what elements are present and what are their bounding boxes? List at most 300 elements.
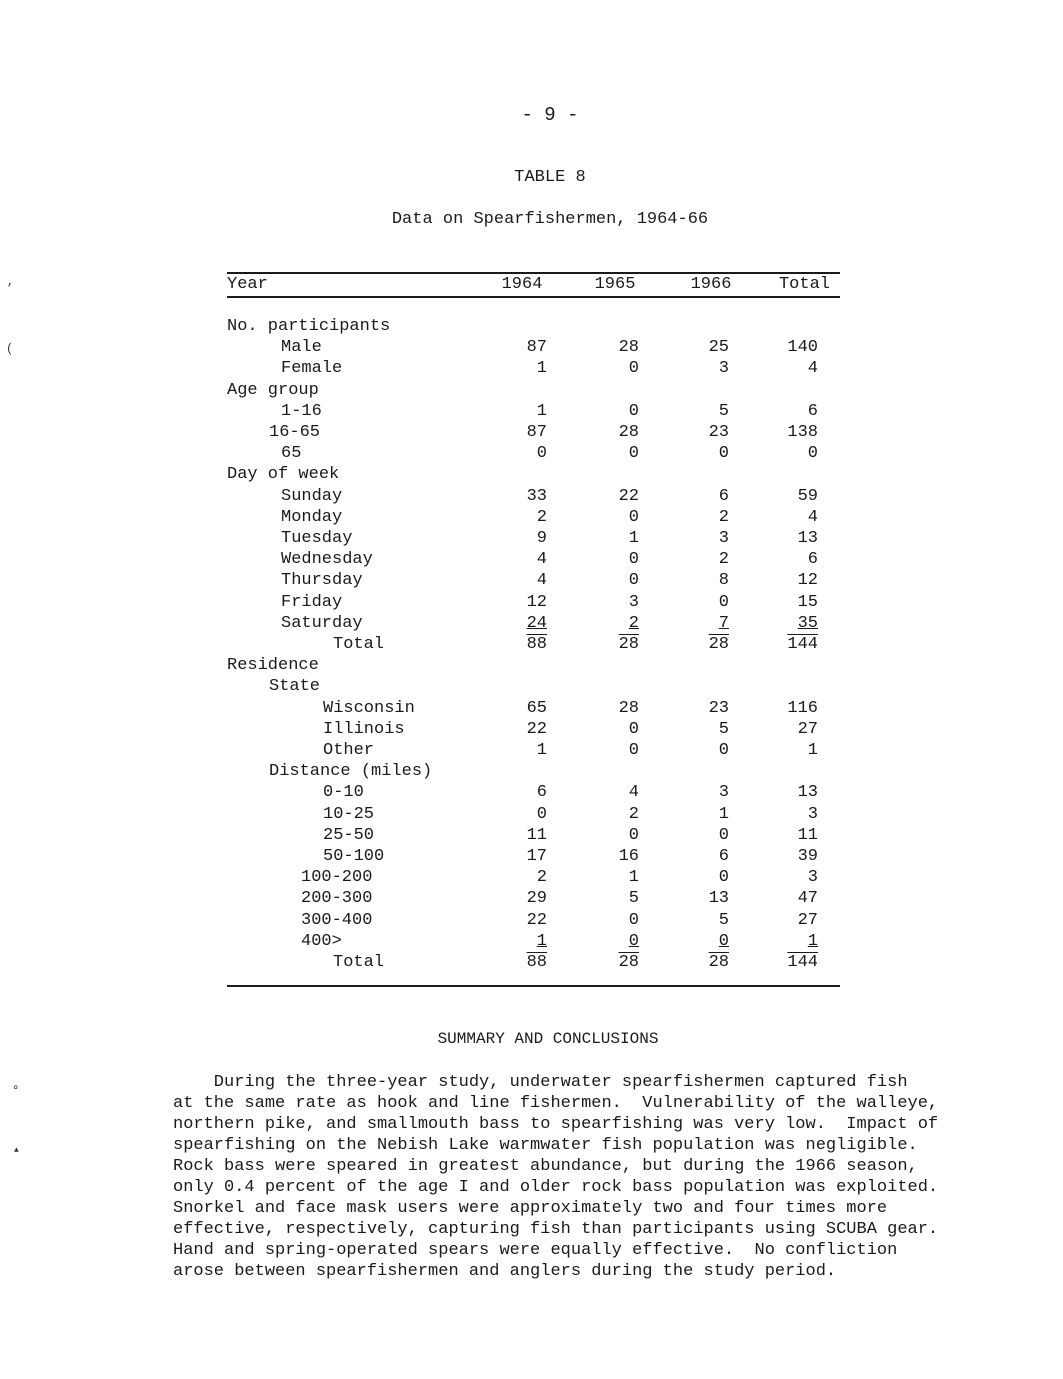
cell-total: [759, 380, 840, 401]
table-row-state-heading: [227, 676, 840, 697]
cell-value: 28: [618, 953, 639, 973]
cell-1964: [477, 464, 567, 485]
table-row-illinois: [227, 719, 840, 740]
table-row-age-1-16: [227, 401, 840, 422]
row-label: Residence: [227, 656, 319, 676]
table-row-other-state: [227, 740, 840, 761]
cell-1964: [477, 931, 567, 952]
cell-1964: [477, 380, 567, 401]
cell-total: [759, 443, 840, 464]
cell-value: 11: [526, 825, 547, 845]
cell-total: [759, 719, 840, 740]
cell-1964: [477, 401, 567, 422]
cell-total: [759, 655, 840, 676]
cell-1966: [663, 804, 759, 825]
cell-1965: [567, 528, 663, 549]
table-row-thursday: [227, 570, 840, 591]
cell-value: 1: [536, 931, 547, 951]
cell-1966: [663, 613, 759, 634]
cell-value: 0: [536, 804, 547, 824]
cell-1965: [567, 698, 663, 719]
cell-total: [759, 486, 840, 507]
cell-1964: [477, 698, 567, 719]
table-header-row: [227, 274, 840, 296]
row-label: Age group: [227, 380, 319, 400]
cell-1966: [663, 846, 759, 867]
page-number: - 9 -: [521, 104, 579, 126]
row-label: 25-50: [323, 825, 375, 845]
table-row-female: [227, 358, 840, 379]
cell-1965: [567, 443, 663, 464]
cell-value: 65: [526, 698, 547, 718]
cell-1964: [477, 719, 567, 740]
cell-value: 17: [526, 847, 547, 867]
cell-1965: [567, 676, 663, 697]
cell-1966: [663, 910, 759, 931]
cell-value: 1: [807, 931, 818, 951]
table-row-residence-heading: [227, 655, 840, 676]
cell-value: 59: [797, 486, 818, 506]
row-label: State: [269, 677, 321, 697]
cell-value: 140: [787, 338, 818, 358]
row-label: Wisconsin: [323, 698, 415, 718]
table-row-saturday: [227, 613, 840, 634]
row-label: Tuesday: [281, 529, 353, 549]
cell-1964: [477, 910, 567, 931]
cell-value: 88: [526, 953, 547, 973]
summary-line: arose between spearfishermen and anglers during the study period.: [173, 1262, 837, 1281]
summary-heading: SUMMARY AND CONCLUSIONS: [437, 1030, 659, 1048]
cell-total: [759, 613, 840, 634]
cell-value: 24: [526, 613, 547, 633]
cell-1964: [477, 676, 567, 697]
cell-1964: [477, 337, 567, 358]
cell-1964: [477, 486, 567, 507]
spearfishermen-table: [227, 274, 840, 973]
cell-value: 0: [718, 868, 729, 888]
cell-value: 4: [807, 507, 818, 527]
cell-value: 13: [708, 889, 729, 909]
cell-value: 2: [628, 613, 639, 633]
cell-1966: [663, 507, 759, 528]
column-header-year: Year: [227, 275, 268, 294]
cell-1965: [567, 337, 663, 358]
cell-total: [759, 549, 840, 570]
row-label: Sunday: [281, 486, 343, 506]
cell-value: 0: [718, 931, 729, 951]
cell-1966: [663, 443, 759, 464]
summary-line: effective, respectively, capturing fish than participants using SCUBA gear.: [173, 1220, 939, 1239]
cell-value: 6: [718, 847, 729, 867]
row-label: Monday: [281, 507, 343, 527]
table-row-friday: [227, 592, 840, 613]
cell-total: [759, 528, 840, 549]
cell-value: 29: [526, 889, 547, 909]
cell-1966: [663, 676, 759, 697]
cell-1966: [663, 761, 759, 782]
cell-value: 87: [526, 423, 547, 443]
cell-total: [759, 337, 840, 358]
cell-1964: [477, 549, 567, 570]
cell-value: 6: [807, 401, 818, 421]
cell-1965: [567, 825, 663, 846]
cell-1965: [567, 549, 663, 570]
row-label: Female: [281, 359, 343, 379]
summary-line: Snorkel and face mask users were approximately two and four times more: [173, 1199, 888, 1218]
cell-1965: [567, 719, 663, 740]
table-row-age-16-65: [227, 422, 840, 443]
cell-value: 39: [797, 847, 818, 867]
cell-total: [759, 464, 840, 485]
summary-line: northern pike, and smallmouth bass to spearfishing was very low. Impact of: [173, 1115, 939, 1134]
row-label: 100-200: [301, 868, 373, 888]
table-row-dist-400-plus: [227, 931, 840, 952]
table-row-day-of-week-heading: [227, 464, 840, 485]
cell-1966: [663, 464, 759, 485]
cell-1965: [567, 464, 663, 485]
cell-1965: [567, 761, 663, 782]
cell-1964: [477, 528, 567, 549]
cell-value: 28: [708, 953, 729, 973]
cell-value: 4: [628, 783, 639, 803]
cell-value: 0: [718, 741, 729, 761]
summary-line: spearfishing on the Nebish Lake warmwater fish population was negligible.: [173, 1136, 918, 1155]
row-label: 1-16: [281, 401, 322, 421]
cell-1965: [567, 507, 663, 528]
cell-1965: [567, 634, 663, 655]
cell-value: 9: [536, 529, 547, 549]
cell-value: 28: [618, 698, 639, 718]
cell-value: 28: [618, 635, 639, 655]
cell-1966: [663, 358, 759, 379]
cell-1964: [477, 613, 567, 634]
cell-value: 0: [718, 825, 729, 845]
cell-total: [759, 846, 840, 867]
row-label: 50-100: [323, 847, 385, 867]
cell-1966: [663, 740, 759, 761]
cell-1966: [663, 486, 759, 507]
cell-1966: [663, 549, 759, 570]
cell-value: 6: [807, 550, 818, 570]
cell-1966: [663, 782, 759, 803]
cell-value: 0: [628, 550, 639, 570]
row-label: 300-400: [301, 910, 373, 930]
cell-1966: [663, 698, 759, 719]
margin-mark: (: [6, 342, 14, 356]
cell-total: [759, 676, 840, 697]
cell-total: [759, 422, 840, 443]
cell-value: 0: [718, 444, 729, 464]
cell-value: 13: [797, 783, 818, 803]
table-body: [227, 296, 840, 973]
cell-total: [759, 698, 840, 719]
cell-total: [759, 316, 840, 337]
cell-value: 3: [807, 868, 818, 888]
cell-total: [759, 888, 840, 909]
summary-line: at the same rate as hook and line fishermen. Vulnerability of the walleye,: [173, 1094, 939, 1113]
cell-value: 6: [536, 783, 547, 803]
cell-1964: [477, 867, 567, 888]
cell-value: 2: [718, 507, 729, 527]
column-header-total: Total: [778, 275, 830, 294]
table-row-dist-300-400: [227, 910, 840, 931]
table-row-dist-10-25: [227, 804, 840, 825]
cell-1965: [567, 570, 663, 591]
table-row-tuesday: [227, 528, 840, 549]
summary-paragraph: [173, 1072, 973, 1282]
cell-total: [759, 804, 840, 825]
cell-1966: [663, 952, 759, 973]
cell-value: 3: [718, 529, 729, 549]
cell-value: 22: [618, 486, 639, 506]
cell-value: 1: [807, 741, 818, 761]
cell-value: 3: [718, 783, 729, 803]
row-label: 10-25: [323, 804, 375, 824]
cell-total: [759, 507, 840, 528]
row-label: Total: [333, 953, 385, 973]
cell-1966: [663, 888, 759, 909]
cell-1965: [567, 952, 663, 973]
table-row-wisconsin: [227, 698, 840, 719]
cell-1965: [567, 592, 663, 613]
cell-value: 22: [526, 910, 547, 930]
summary-line: During the three-year study, underwater spearfishermen captured fish: [173, 1073, 908, 1092]
cell-value: 0: [628, 931, 639, 951]
table-row-dist-25-50: [227, 825, 840, 846]
margin-mark: ▲: [14, 1146, 19, 1155]
cell-value: 27: [797, 910, 818, 930]
cell-value: 22: [526, 719, 547, 739]
cell-1966: [663, 570, 759, 591]
table-row-day-total: [227, 634, 840, 655]
cell-value: 0: [628, 507, 639, 527]
cell-value: 5: [718, 719, 729, 739]
cell-value: 2: [718, 550, 729, 570]
cell-value: 47: [797, 889, 818, 909]
row-label: Wednesday: [281, 550, 373, 570]
cell-value: 0: [718, 592, 729, 612]
cell-total: [759, 867, 840, 888]
cell-value: 25: [708, 338, 729, 358]
cell-1966: [663, 867, 759, 888]
cell-value: 4: [536, 571, 547, 591]
cell-value: 13: [797, 529, 818, 549]
cell-1965: [567, 380, 663, 401]
cell-value: 23: [708, 698, 729, 718]
cell-value: 33: [526, 486, 547, 506]
cell-1964: [477, 592, 567, 613]
cell-value: 87: [526, 338, 547, 358]
cell-value: 7: [718, 613, 729, 633]
cell-value: 2: [536, 507, 547, 527]
cell-1965: [567, 316, 663, 337]
cell-1966: [663, 655, 759, 676]
cell-1966: [663, 931, 759, 952]
cell-1964: [477, 443, 567, 464]
cell-1964: [477, 422, 567, 443]
cell-value: 8: [718, 571, 729, 591]
cell-1964: [477, 655, 567, 676]
row-label: Illinois: [323, 719, 405, 739]
cell-total: [759, 401, 840, 422]
cell-1964: [477, 825, 567, 846]
cell-value: 2: [536, 868, 547, 888]
table-row-wednesday: [227, 549, 840, 570]
cell-value: 1: [536, 359, 547, 379]
cell-total: [759, 825, 840, 846]
cell-value: 28: [618, 423, 639, 443]
row-label: Day of week: [227, 465, 340, 485]
cell-1965: [567, 422, 663, 443]
table-row-age-group-heading: [227, 380, 840, 401]
table-bottom-rule: [227, 985, 840, 987]
cell-1965: [567, 401, 663, 422]
cell-1965: [567, 358, 663, 379]
cell-1965: [567, 804, 663, 825]
cell-value: 0: [628, 910, 639, 930]
cell-value: 6: [718, 486, 729, 506]
summary-line: only 0.4 percent of the age I and older rock bass population was exploited.: [173, 1178, 939, 1197]
cell-1965: [567, 486, 663, 507]
table-label: TABLE 8: [514, 168, 586, 187]
cell-value: 0: [628, 571, 639, 591]
cell-total: [759, 761, 840, 782]
row-label: Other: [323, 741, 375, 761]
cell-value: 28: [618, 338, 639, 358]
cell-value: 16: [618, 847, 639, 867]
cell-1965: [567, 655, 663, 676]
cell-value: 116: [787, 698, 818, 718]
table-row-dist-100-200: [227, 867, 840, 888]
cell-1966: [663, 401, 759, 422]
cell-value: 1: [628, 868, 639, 888]
cell-1964: [477, 316, 567, 337]
cell-total: [759, 592, 840, 613]
cell-value: 15: [797, 592, 818, 612]
cell-1966: [663, 337, 759, 358]
cell-total: [759, 782, 840, 803]
cell-total: [759, 952, 840, 973]
cell-value: 0: [628, 401, 639, 421]
cell-1964: [477, 507, 567, 528]
cell-value: 27: [797, 719, 818, 739]
cell-total: [759, 570, 840, 591]
cell-1965: [567, 613, 663, 634]
cell-1965: [567, 888, 663, 909]
cell-value: 0: [628, 444, 639, 464]
summary-line: Rock bass were speared in greatest abundance, but during the 1966 season,: [173, 1157, 918, 1176]
table-row-sunday: [227, 486, 840, 507]
row-label: Total: [333, 635, 385, 655]
table-title: Data on Spearfishermen, 1964-66: [391, 210, 709, 229]
table-row-monday: [227, 507, 840, 528]
cell-1966: [663, 380, 759, 401]
margin-mark: ’: [6, 282, 14, 296]
cell-total: [759, 740, 840, 761]
table-row-age-65: [227, 443, 840, 464]
cell-value: 12: [526, 592, 547, 612]
cell-total: [759, 931, 840, 952]
column-header-1964: 1964: [501, 275, 543, 294]
cell-1966: [663, 528, 759, 549]
cell-1964: [477, 570, 567, 591]
cell-value: 144: [787, 635, 818, 655]
cell-value: 5: [718, 910, 729, 930]
cell-1964: [477, 761, 567, 782]
margin-mark: ∘: [12, 1081, 20, 1095]
cell-value: 138: [787, 423, 818, 443]
summary-line: Hand and spring-operated spears were equally effective. No confliction: [173, 1241, 898, 1260]
cell-value: 0: [628, 719, 639, 739]
row-label: 200-300: [301, 889, 373, 909]
cell-value: 0: [536, 444, 547, 464]
cell-value: 4: [536, 550, 547, 570]
table-row-participants-heading: [227, 316, 840, 337]
row-label: No. participants: [227, 317, 391, 336]
cell-1964: [477, 740, 567, 761]
row-label: Male: [281, 338, 322, 358]
cell-1966: [663, 719, 759, 740]
row-label: 16-65: [269, 423, 321, 443]
cell-1965: [567, 910, 663, 931]
cell-1964: [477, 804, 567, 825]
cell-1966: [663, 422, 759, 443]
table-row-dist-200-300: [227, 888, 840, 909]
cell-1966: [663, 825, 759, 846]
table-row-male: [227, 337, 840, 358]
cell-value: 23: [708, 423, 729, 443]
cell-total: [759, 358, 840, 379]
cell-value: 5: [628, 889, 639, 909]
cell-value: 144: [787, 953, 818, 973]
row-label: 65: [281, 444, 302, 464]
cell-1965: [567, 782, 663, 803]
table-row-dist-0-10: [227, 782, 840, 803]
cell-value: 1: [628, 529, 639, 549]
cell-1966: [663, 634, 759, 655]
column-header-1965: 1965: [594, 275, 636, 294]
cell-total: [759, 634, 840, 655]
cell-total: [759, 910, 840, 931]
row-label: Saturday: [281, 613, 363, 633]
cell-1964: [477, 634, 567, 655]
table-row-distance-total: [227, 952, 840, 973]
cell-1965: [567, 931, 663, 952]
cell-value: 3: [718, 359, 729, 379]
cell-value: 0: [628, 359, 639, 379]
cell-1965: [567, 846, 663, 867]
row-label: Thursday: [281, 571, 363, 591]
cell-1965: [567, 740, 663, 761]
table-row-distance-heading: [227, 761, 840, 782]
row-label: 0-10: [323, 783, 364, 803]
cell-value: 3: [807, 804, 818, 824]
cell-1965: [567, 867, 663, 888]
table-row-dist-50-100: [227, 846, 840, 867]
cell-value: 35: [797, 613, 818, 633]
cell-1964: [477, 782, 567, 803]
cell-value: 4: [807, 359, 818, 379]
cell-1964: [477, 888, 567, 909]
row-label: Distance (miles): [269, 762, 433, 782]
cell-value: 11: [797, 825, 818, 845]
cell-value: 1: [536, 401, 547, 421]
cell-value: 1: [536, 741, 547, 761]
cell-1966: [663, 316, 759, 337]
row-label: 400>: [301, 931, 342, 951]
column-header-1966: 1966: [690, 275, 732, 294]
cell-value: 0: [807, 444, 818, 464]
